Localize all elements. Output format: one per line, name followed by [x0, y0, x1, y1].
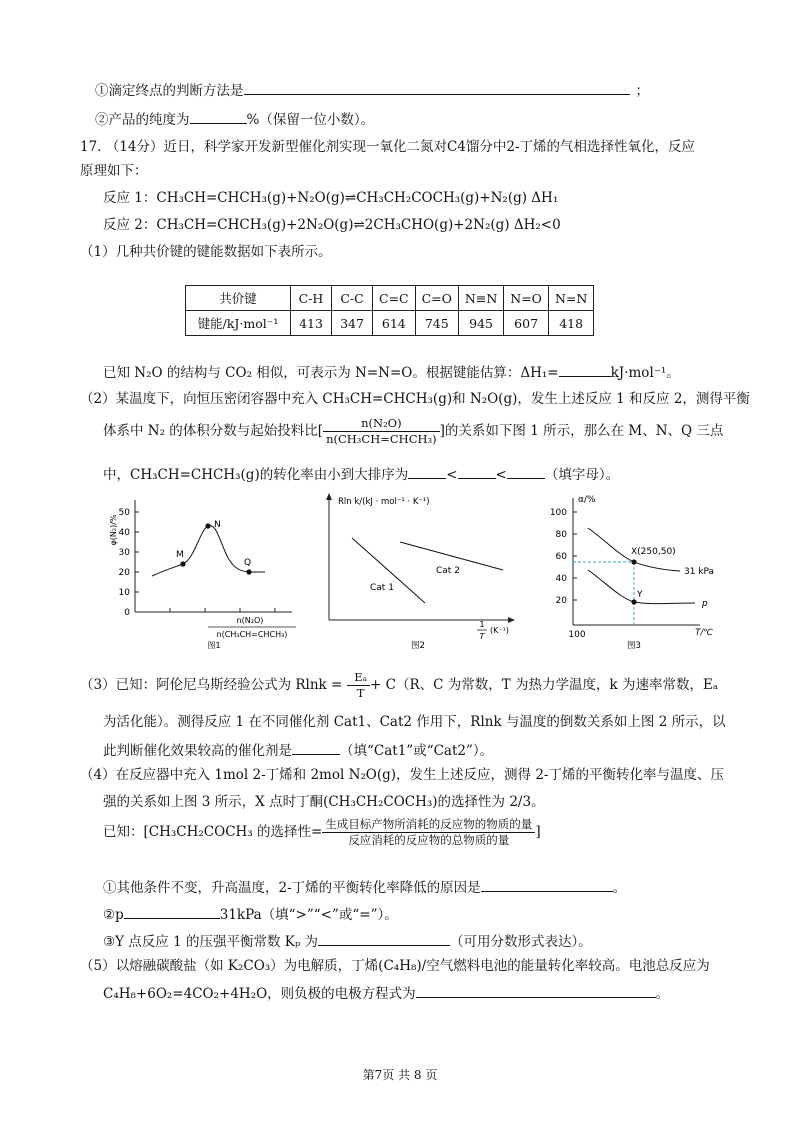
part3-line-b: 为活化能）。测得反应 1 在不同催化剂 Cat1、Cat2 作用下，Rlnk 与温度的倒数关系如上图 2 所示，以 — [103, 714, 726, 730]
answer-blank[interactable] — [318, 931, 450, 946]
part3-line-c: 此判断催化效果较高的催化剂是 （填“Cat1”或“Cat2”）。 — [103, 740, 493, 760]
answer-blank[interactable] — [292, 740, 340, 755]
y-tick: 0 — [124, 608, 130, 618]
reaction-2: 反应 2：CH₃CH=CHCH₃(g)+2N₂O(g)⇌2CH₃CHO(g)+2N₂(g) ΔH₂<0 — [103, 217, 561, 233]
cat1-line — [352, 538, 425, 603]
fig1-ylabel: φ(N₂)/% — [109, 514, 118, 546]
y-tick: 80 — [555, 530, 567, 540]
legend-cat1: Cat 1 — [370, 583, 394, 593]
fig3-caption: 图3 — [627, 641, 641, 651]
y-tick: 50 — [118, 508, 130, 518]
q16-sub2: ②产品的纯度为 %（保留一位小数）。 — [95, 109, 374, 129]
table-cell: N=O — [504, 286, 549, 311]
fig2-xlabel-unit: (K⁻¹) — [490, 626, 509, 635]
table-cell: 614 — [373, 311, 416, 336]
legend-cat2: Cat 2 — [436, 566, 460, 576]
fig1-caption: 图1 — [207, 641, 221, 650]
figure-3 — [550, 495, 714, 651]
part2-line-a: （2）某温度下，向恒压密闭容器中充入 CH₃CH=CHCH₃(g)和 N₂O(g)，发生上述反应 1 和反应 2，测得平衡 — [80, 391, 750, 407]
part2-line-b: 体系中 N₂ 的体积分数与起始投料比[ $\frac{\text{n(N₂O)}}{\text{n(CH₃CH=CHCH₃)}}$ ]的关系如下图 1 所示，那么在 M、N、Q 三点 — [103, 416, 724, 446]
fig2-caption: 图2 — [411, 641, 425, 651]
reaction-1: 反应 1：CH₃CH=CHCH₃(g)+N₂O(g)⇌CH₃CH₂COCH₃(g)+N₂(g) ΔH₁ — [103, 190, 559, 206]
label-X: X(250,50) — [631, 547, 676, 557]
part3-line-a: （3）已知：阿伦尼乌斯经验公式为 Rlnk = - $\frac{\text{Eₐ}}{T}$ + C（R、C 为常数，T 为热力学温度，k 为速率常数，Eₐ — [80, 670, 719, 700]
table-cell: 607 — [504, 311, 549, 336]
answer-blank[interactable] — [408, 464, 446, 479]
point-N — [205, 523, 210, 528]
fig3-ylabel: α/% — [578, 495, 596, 505]
answer-blank[interactable] — [190, 109, 247, 124]
y-tick: 40 — [555, 574, 567, 584]
table-row — [186, 311, 594, 336]
fig1-xlabel-den: n(CH₃CH=CHCH₃) — [216, 630, 288, 639]
table-cell: 945 — [458, 311, 503, 336]
fig3-xlabel: T/℃ — [695, 628, 713, 638]
table-cell: 413 — [291, 311, 332, 336]
y-tick: 20 — [118, 568, 130, 578]
legend-p: p — [702, 599, 708, 609]
label-Y: Y — [637, 590, 643, 600]
table-cell: C-H — [291, 286, 332, 311]
y-tick: 100 — [549, 508, 567, 518]
fig1-xlabel-num: n(N₂O) — [236, 616, 264, 625]
part4-line-a: （4）在反应器中充入 1mol 2-丁烯和 2mol N₂O(g)，发生上述反应，测得 2-丁烯的平衡转化率与温度、压 — [80, 767, 724, 783]
table-cell: 共价键 — [186, 286, 291, 311]
y-tick: 10 — [118, 588, 130, 598]
part4-q1: ①其他条件不变，升高温度，2-丁烯的平衡转化率降低的原因是 。 — [103, 877, 626, 897]
point-label: N — [214, 520, 221, 530]
point-X — [631, 559, 636, 564]
feed-ratio-fraction: $\frac{\text{n(N₂O)}}{\text{n(CH₃CH=CHCH₃)}}$ — [323, 416, 440, 447]
part4-q2: ②p 31kPa（填“>”“<”或“=”）。 — [103, 904, 398, 924]
q16-sub1: ①滴定终点的判断方法是 ； — [95, 80, 649, 100]
table-cell: 347 — [332, 311, 373, 336]
q16-sub1-text: ①滴定终点的判断方法是 — [95, 83, 244, 99]
part5-line-a: （5）以熔融碳酸盐（如 K₂CO₃）为电解质，丁烯(C₄H₈)/空气燃料电池的能量转化率较高。电池总反应为 — [80, 958, 710, 974]
point-Q — [246, 569, 251, 574]
table-cell: C=O — [415, 286, 458, 311]
part2-line-c: 中，CH₃CH=CHCH₃(g)的转化率由小到大排序为 < < （填字母）。 — [103, 464, 619, 484]
answer-blank[interactable] — [458, 464, 496, 479]
figure-1 — [109, 500, 296, 650]
part4-line-c: 已知：[CH₃CH₂COCH₃ 的选择性= $\frac{\text{生成目标产物所消耗的反应物的物质的量}}{\text{反应消耗的反应物的总物质的量}}$ ] — [103, 817, 541, 847]
answer-blank[interactable] — [244, 80, 630, 95]
bond-energy-table — [185, 285, 594, 336]
table-cell: N≡N — [458, 286, 503, 311]
table-cell: 418 — [548, 311, 593, 336]
y-tick: 60 — [555, 552, 567, 562]
page-footer: 第7页 共 8 页 — [362, 1068, 438, 1082]
fig2-ylabel: Rln k/(kJ · mol⁻¹ · K⁻¹) — [338, 497, 430, 507]
x-tick: 100 — [568, 630, 586, 640]
answer-blank[interactable] — [124, 904, 220, 919]
table-row — [186, 286, 594, 311]
answer-blank[interactable] — [481, 877, 613, 892]
fig2-xlabel-num: 1 — [479, 620, 485, 629]
answer-blank[interactable] — [507, 464, 545, 479]
answer-blank[interactable] — [559, 362, 611, 377]
point-label: M — [176, 550, 184, 560]
y-tick: 30 — [118, 548, 130, 558]
y-tick: 40 — [118, 528, 130, 538]
part4-q3: ③Y 点反应 1 的压强平衡常数 Kₚ 为 （可用分数形式表达）。 — [103, 931, 592, 951]
part1-text: （1）几种共价键的键能数据如下表所示。 — [80, 244, 332, 260]
part5-line-b: C₄H₈+6O₂=4CO₂+4H₂O，则负极的电极方程式为 。 — [103, 983, 669, 1003]
legend-31kPa: 31 kPa — [684, 567, 715, 577]
point-M — [180, 561, 185, 566]
q17-intro-b: 原理如下： — [80, 163, 148, 179]
part4-line-b: 强的关系如上图 3 所示，X 点时丁酮(CH₃CH₂COCH₃)的选择性为 2/3。 — [103, 794, 545, 810]
point-Y — [631, 599, 636, 604]
q17-intro-a: 17. （14分）近日，科学家开发新型催化剂实现一氧化二氮对C4馏分中2-丁烯的气相选择性氧化，反应 — [80, 139, 696, 155]
table-cell: 键能/kJ·mol⁻¹ — [186, 311, 291, 336]
figures — [0, 490, 800, 660]
part1-after: 已知 N₂O 的结构与 CO₂ 相似，可表示为 N=N=O。根据键能估算：ΔH₁= kJ·mol⁻¹。 — [103, 362, 680, 382]
selectivity-fraction: $\frac{\text{生成目标产物所消耗的反应物的物质的量}}{\text{反应消耗的反应物的总物质的量}}$ — [322, 817, 535, 848]
point-label: Q — [244, 558, 252, 568]
table-cell: C-C — [332, 286, 373, 311]
answer-blank[interactable] — [416, 983, 656, 998]
table-cell: 745 — [415, 311, 458, 336]
arrhenius-fraction: $\frac{\text{Eₐ}}{T}$ — [351, 670, 370, 701]
y-tick: 20 — [555, 596, 567, 606]
fig2-xlabel-den: T — [479, 632, 485, 641]
table-cell: C=C — [373, 286, 416, 311]
figure-2 — [326, 493, 515, 651]
fig1-curve — [152, 525, 265, 576]
table-cell: N=N — [548, 286, 593, 311]
